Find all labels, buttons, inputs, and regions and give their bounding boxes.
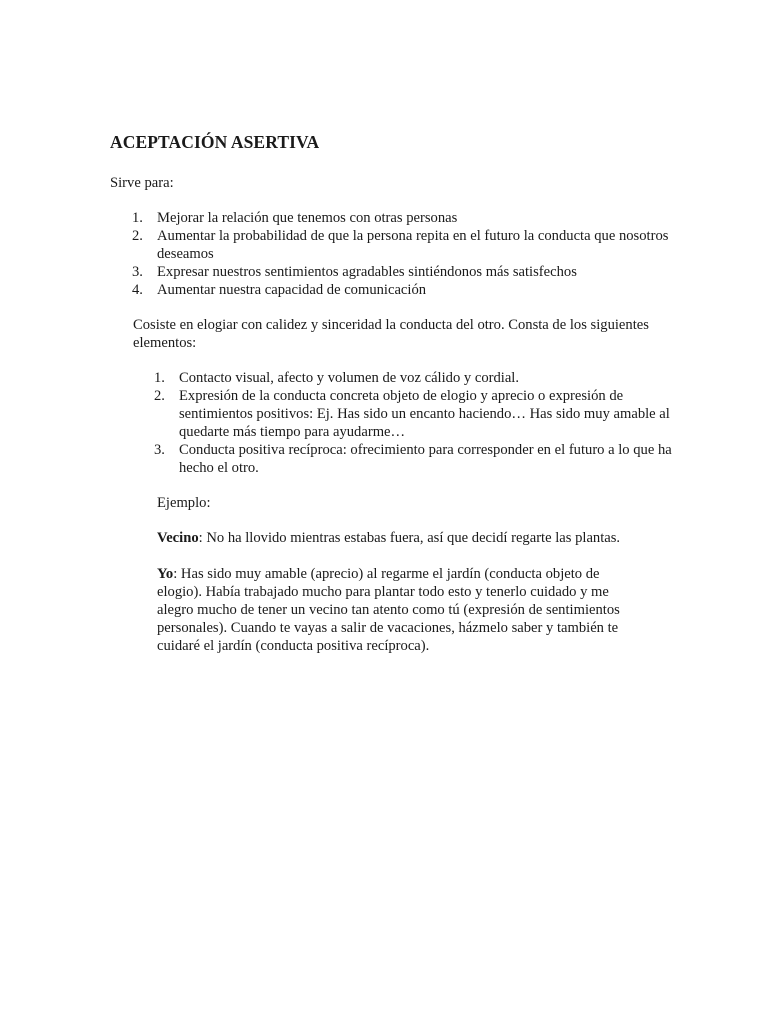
speaker-yo: Yo (157, 566, 174, 582)
list-item-text: Aumentar la probabilidad de que la persona repita en el futuro la conducta que nosotros deseamos (157, 228, 669, 262)
list-item (132, 209, 677, 227)
list-item-text: Expresión de la conducta concreta objeto de elogio y aprecio o expresión de sentimientos positivos: Ej. Has sido un encanto haciendo… Has sido muy amable al quedarte más tiempo para ayudarme… (179, 388, 670, 440)
list-number: 1. (154, 370, 165, 386)
list-item-text: Mejorar la relación que tenemos con otras personas (157, 210, 458, 226)
list-item (132, 263, 677, 281)
list-number: 2. (154, 388, 165, 404)
list-item-text: Expresar nuestros sentimientos agradables sintiéndonos más satisfechos (157, 264, 577, 280)
yo-text: : Has sido muy amable (aprecio) al regarme el jardín (conducta objeto de elogio). Había trabajado mucho para plantar todo esto y tenerlo cuidado y me alegro mucho de tener un vecino tan atento como tú (expresión de sentimientos personales). Cuando te vayas a salir de vacaciones, házmelo saber y también te cuidaré el jardín (conducta positiva recíproca). (157, 566, 620, 654)
speaker-vecino: Vecino (157, 530, 199, 546)
document-title: ACEPTACIÓN ASERTIVA (110, 132, 320, 152)
list-number: 3. (132, 264, 143, 280)
list-item-text: Conducta positiva recíproca: ofrecimiento para corresponder en el futuro a lo que ha hecho el otro. (179, 442, 672, 476)
list-number: 1. (132, 210, 143, 226)
list-item (154, 441, 679, 477)
list-item (154, 387, 679, 441)
elements-list (154, 369, 679, 477)
list-item-text: Contacto visual, afecto y volumen de voz cálido y cordial. (179, 370, 520, 386)
vecino-text: : No ha llovido mientras estabas fuera, así que decidí regarte las plantas. (198, 530, 621, 546)
description-paragraph: Cosiste en elogiar con calidez y sinceridad la conducta del otro. Consta de los siguientes elementos: (133, 317, 649, 351)
list-item (154, 369, 679, 387)
purpose-list (132, 209, 677, 299)
list-item (132, 227, 677, 263)
list-number: 2. (132, 228, 143, 244)
list-number: 3. (154, 442, 165, 458)
list-number: 4. (132, 282, 143, 298)
example-vecino (157, 529, 677, 547)
example-label: Ejemplo: (157, 495, 211, 511)
intro-text: Sirve para: (110, 175, 174, 191)
example-yo (157, 565, 637, 655)
list-item (132, 281, 677, 299)
list-item-text: Aumentar nuestra capacidad de comunicación (157, 282, 427, 298)
